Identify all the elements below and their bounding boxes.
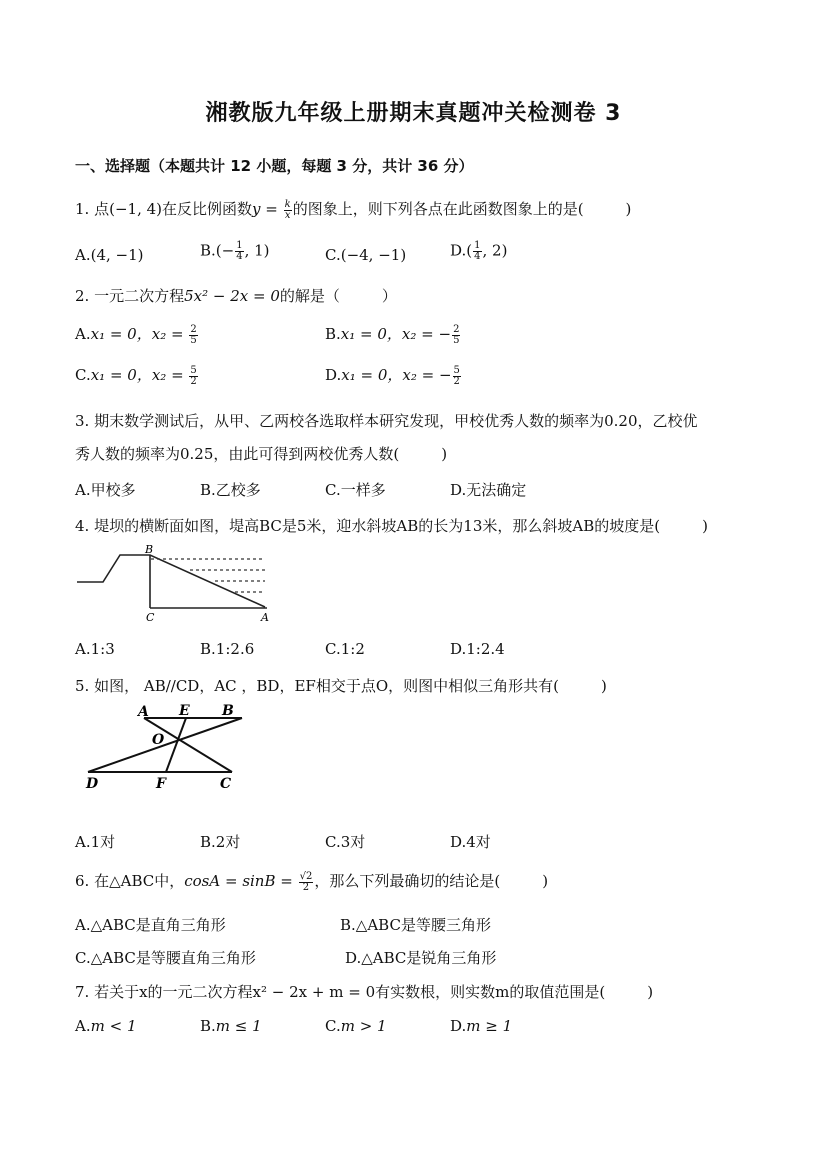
- option-value: (4, −1): [90, 246, 144, 264]
- option-value: 4对: [466, 833, 491, 851]
- answer-paren-close: ): [702, 517, 708, 535]
- answer-paren-close: ): [625, 200, 632, 218]
- option-label: D.: [450, 481, 467, 499]
- option-value: 甲校多: [90, 481, 136, 499]
- question-number: 1.: [75, 200, 90, 218]
- option-d[interactable]: [345, 947, 496, 968]
- option-value: 1:2: [340, 640, 365, 658]
- option-value: x₁ = 0，: [90, 325, 152, 343]
- question-number: 5.: [75, 677, 90, 695]
- option-label: A.: [75, 916, 91, 934]
- option-label: C.: [325, 640, 341, 658]
- point-label-c: C: [220, 776, 232, 792]
- option-a[interactable]: [75, 914, 226, 935]
- question-text: ，那么下列最确切的结论是(: [314, 872, 501, 890]
- option-value: x₂ =: [151, 325, 189, 343]
- option-label: B.: [340, 916, 356, 934]
- option-value: 2对: [215, 833, 241, 851]
- option-d[interactable]: [450, 831, 491, 852]
- question-6: [75, 870, 548, 893]
- option-a[interactable]: [75, 831, 115, 852]
- option-c[interactable]: [325, 640, 365, 658]
- option-c[interactable]: [325, 1017, 387, 1035]
- point-label-b: B: [145, 543, 154, 556]
- option-value: 1:3: [90, 640, 115, 658]
- question-text: 秀人数的频率为0.25，由此可得到两校优秀人数(: [75, 445, 400, 463]
- option-value: x₂ =: [402, 366, 439, 384]
- option-value: △ABC是等腰三角形: [355, 916, 491, 934]
- question-number: 7.: [75, 983, 90, 1001]
- option-value: m > 1: [340, 1017, 387, 1035]
- fraction: [452, 325, 460, 346]
- fraction: [453, 366, 461, 387]
- option-value: m ≥ 1: [466, 1017, 513, 1035]
- option-label: A.: [75, 1017, 91, 1035]
- fraction: [284, 200, 292, 221]
- option-label: B.: [200, 481, 216, 499]
- option-value: △ABC是锐角三角形: [361, 949, 497, 967]
- fraction-numerator: 5: [453, 364, 460, 376]
- question-number: 3.: [75, 412, 90, 430]
- question-3-continued: [75, 443, 447, 464]
- option-sign: −: [438, 325, 452, 343]
- point-label-o: O: [152, 732, 165, 748]
- fraction: [189, 366, 197, 387]
- option-a[interactable]: [75, 1017, 136, 1035]
- answer-paren-close: ): [600, 677, 607, 695]
- option-label: B.: [200, 640, 216, 658]
- point-label-a: A: [138, 704, 149, 720]
- option-value: 一样多: [340, 481, 386, 499]
- option-value: 1对: [90, 833, 116, 851]
- option-b[interactable]: [200, 1017, 262, 1035]
- option-value: 3对: [340, 833, 366, 851]
- fraction-denominator: 2: [453, 375, 460, 387]
- fraction-numerator: k: [284, 198, 291, 210]
- point-label-d: D: [86, 776, 99, 792]
- option-label: B.: [200, 1017, 216, 1035]
- option-d[interactable]: [325, 364, 462, 387]
- option-b[interactable]: [200, 241, 270, 262]
- option-value: 1:2.4: [466, 640, 505, 658]
- question-text: 一元二次方程: [94, 287, 185, 305]
- dam-cross-section-figure: [75, 540, 275, 626]
- option-label: C.: [325, 833, 341, 851]
- point-label-c: C: [146, 611, 155, 624]
- answer-paren-close: ): [441, 445, 448, 463]
- option-value: , 1): [244, 241, 270, 260]
- math-point: (−1, 4): [109, 200, 163, 218]
- point-label-e: E: [179, 703, 190, 719]
- option-value: , 2): [482, 241, 508, 260]
- question-text: 在△ABC中，: [94, 872, 185, 890]
- question-text: 点: [94, 200, 110, 218]
- fraction-denominator: 4: [474, 251, 481, 262]
- option-label: B.: [200, 241, 216, 260]
- option-a[interactable]: [75, 246, 144, 264]
- option-d[interactable]: [450, 241, 507, 262]
- option-label: B.: [200, 833, 216, 851]
- answer-paren-close: ): [542, 872, 549, 890]
- fraction: [473, 241, 481, 262]
- option-value: x₁ = 0，: [341, 366, 403, 384]
- option-label: A.: [75, 481, 91, 499]
- option-b[interactable]: [325, 323, 461, 346]
- fraction-denominator: 4: [236, 251, 243, 262]
- option-value: x₁ = 0，: [90, 366, 152, 384]
- option-label: C.: [325, 246, 341, 264]
- question-text: 如图， AB//CD，AC ，BD，EF相交于点O，则图中相似三角形共有(: [94, 677, 559, 695]
- question-4: [75, 515, 708, 536]
- option-label: C.: [325, 1017, 341, 1035]
- option-c[interactable]: [75, 364, 199, 387]
- option-value: m < 1: [90, 1017, 137, 1035]
- option-label: C.: [325, 481, 341, 499]
- fraction-denominator: x: [284, 209, 291, 221]
- question-text: 的图象上，则下列各点在此函数图象上的是(: [292, 200, 584, 218]
- option-c[interactable]: [325, 479, 386, 500]
- option-value: 乙校多: [215, 481, 261, 499]
- fraction-numerator: 1: [474, 240, 481, 251]
- question-text: 在反比例函数: [162, 200, 253, 218]
- option-value: x₂ =: [401, 325, 439, 343]
- option-label: C.: [75, 949, 91, 967]
- fraction-numerator: 1: [236, 240, 243, 251]
- option-a[interactable]: [75, 479, 136, 500]
- option-b[interactable]: [200, 479, 261, 500]
- option-c[interactable]: [75, 947, 256, 968]
- question-7: [75, 981, 653, 1002]
- option-label: D.: [325, 366, 342, 384]
- option-d[interactable]: [450, 479, 526, 500]
- option-value: (−: [215, 241, 235, 260]
- dam-outline: [77, 555, 265, 607]
- option-b[interactable]: [340, 914, 491, 935]
- math-expression: cosA = sinB =: [184, 872, 298, 890]
- fraction-numerator: √2: [299, 870, 313, 882]
- page-title: 湘教版九年级上册期末真题冲关检测卷 3: [205, 101, 622, 126]
- option-a[interactable]: [75, 640, 115, 658]
- option-label: D.: [450, 1017, 467, 1035]
- answer-paren-close: ): [647, 983, 654, 1001]
- option-value: x₁ = 0，: [340, 325, 402, 343]
- option-sign: −: [438, 366, 452, 384]
- option-a[interactable]: [75, 323, 199, 346]
- option-value: 1:2.6: [215, 640, 255, 658]
- fraction-numerator: 2: [190, 323, 197, 335]
- option-label: D.: [450, 241, 467, 260]
- question-2: [75, 285, 397, 306]
- option-value: △ABC是直角三角形: [90, 916, 226, 934]
- option-label: A.: [75, 246, 91, 264]
- math-expression: 5x² − 2x = 0: [184, 287, 280, 305]
- segment-ef: [166, 718, 186, 772]
- option-b[interactable]: [200, 640, 254, 658]
- question-number: 6.: [75, 872, 90, 890]
- point-label-a: A: [261, 611, 269, 624]
- option-value: (−4, −1): [340, 246, 407, 264]
- option-value: (: [466, 241, 473, 260]
- option-d[interactable]: [450, 640, 505, 658]
- option-label: D.: [450, 833, 467, 851]
- question-number: 4.: [75, 517, 90, 535]
- option-label: D.: [345, 949, 362, 967]
- option-label: C.: [75, 366, 91, 384]
- question-number: 2.: [75, 287, 90, 305]
- parallel-lines-figure: [80, 700, 250, 792]
- option-label: D.: [450, 640, 467, 658]
- fraction-denominator: 2: [302, 881, 310, 893]
- option-label: A.: [75, 833, 91, 851]
- fraction-numerator: 5: [190, 364, 197, 376]
- fraction-numerator: 2: [453, 323, 460, 335]
- option-c[interactable]: [325, 246, 406, 264]
- option-label: A.: [75, 325, 91, 343]
- fraction: [299, 872, 314, 893]
- option-value: x₂ =: [151, 366, 189, 384]
- option-value: m ≤ 1: [215, 1017, 262, 1035]
- option-value: △ABC是等腰直角三角形: [90, 949, 256, 967]
- point-label-b: B: [222, 703, 234, 719]
- option-d[interactable]: [450, 1017, 512, 1035]
- question-5: [75, 675, 607, 696]
- option-label: A.: [75, 640, 91, 658]
- fraction: [189, 325, 197, 346]
- math-expression: y =: [252, 200, 283, 218]
- option-value: 无法确定: [466, 481, 527, 499]
- question-3: [75, 410, 698, 431]
- question-text: 期末数学测试后，从甲、乙两校各选取样本研究发现，甲校优秀人数的频率为0.20，乙校优: [94, 412, 698, 430]
- fraction: [235, 241, 243, 262]
- fraction-denominator: 5: [190, 334, 197, 346]
- fraction-denominator: 5: [453, 334, 460, 346]
- question-1: [75, 198, 631, 221]
- option-b[interactable]: [200, 831, 240, 852]
- answer-paren-close: ）: [381, 287, 397, 305]
- point-label-f: F: [156, 776, 166, 792]
- option-c[interactable]: [325, 831, 365, 852]
- question-text: 若关于x的一元二次方程x² − 2x + m = 0有实数根，则实数m的取值范围是(: [94, 983, 606, 1001]
- question-text: 堤坝的横断面如图，堤高BC是5米，迎水斜坡AB的长为13米，那么斜坡AB的坡度是(: [94, 517, 661, 535]
- fraction-denominator: 2: [190, 375, 197, 387]
- section-heading: 一、选择题（本题共计 12 小题，每题 3 分，共计 36 分）: [75, 157, 474, 175]
- option-label: B.: [325, 325, 341, 343]
- question-text: 的解是（: [279, 287, 340, 305]
